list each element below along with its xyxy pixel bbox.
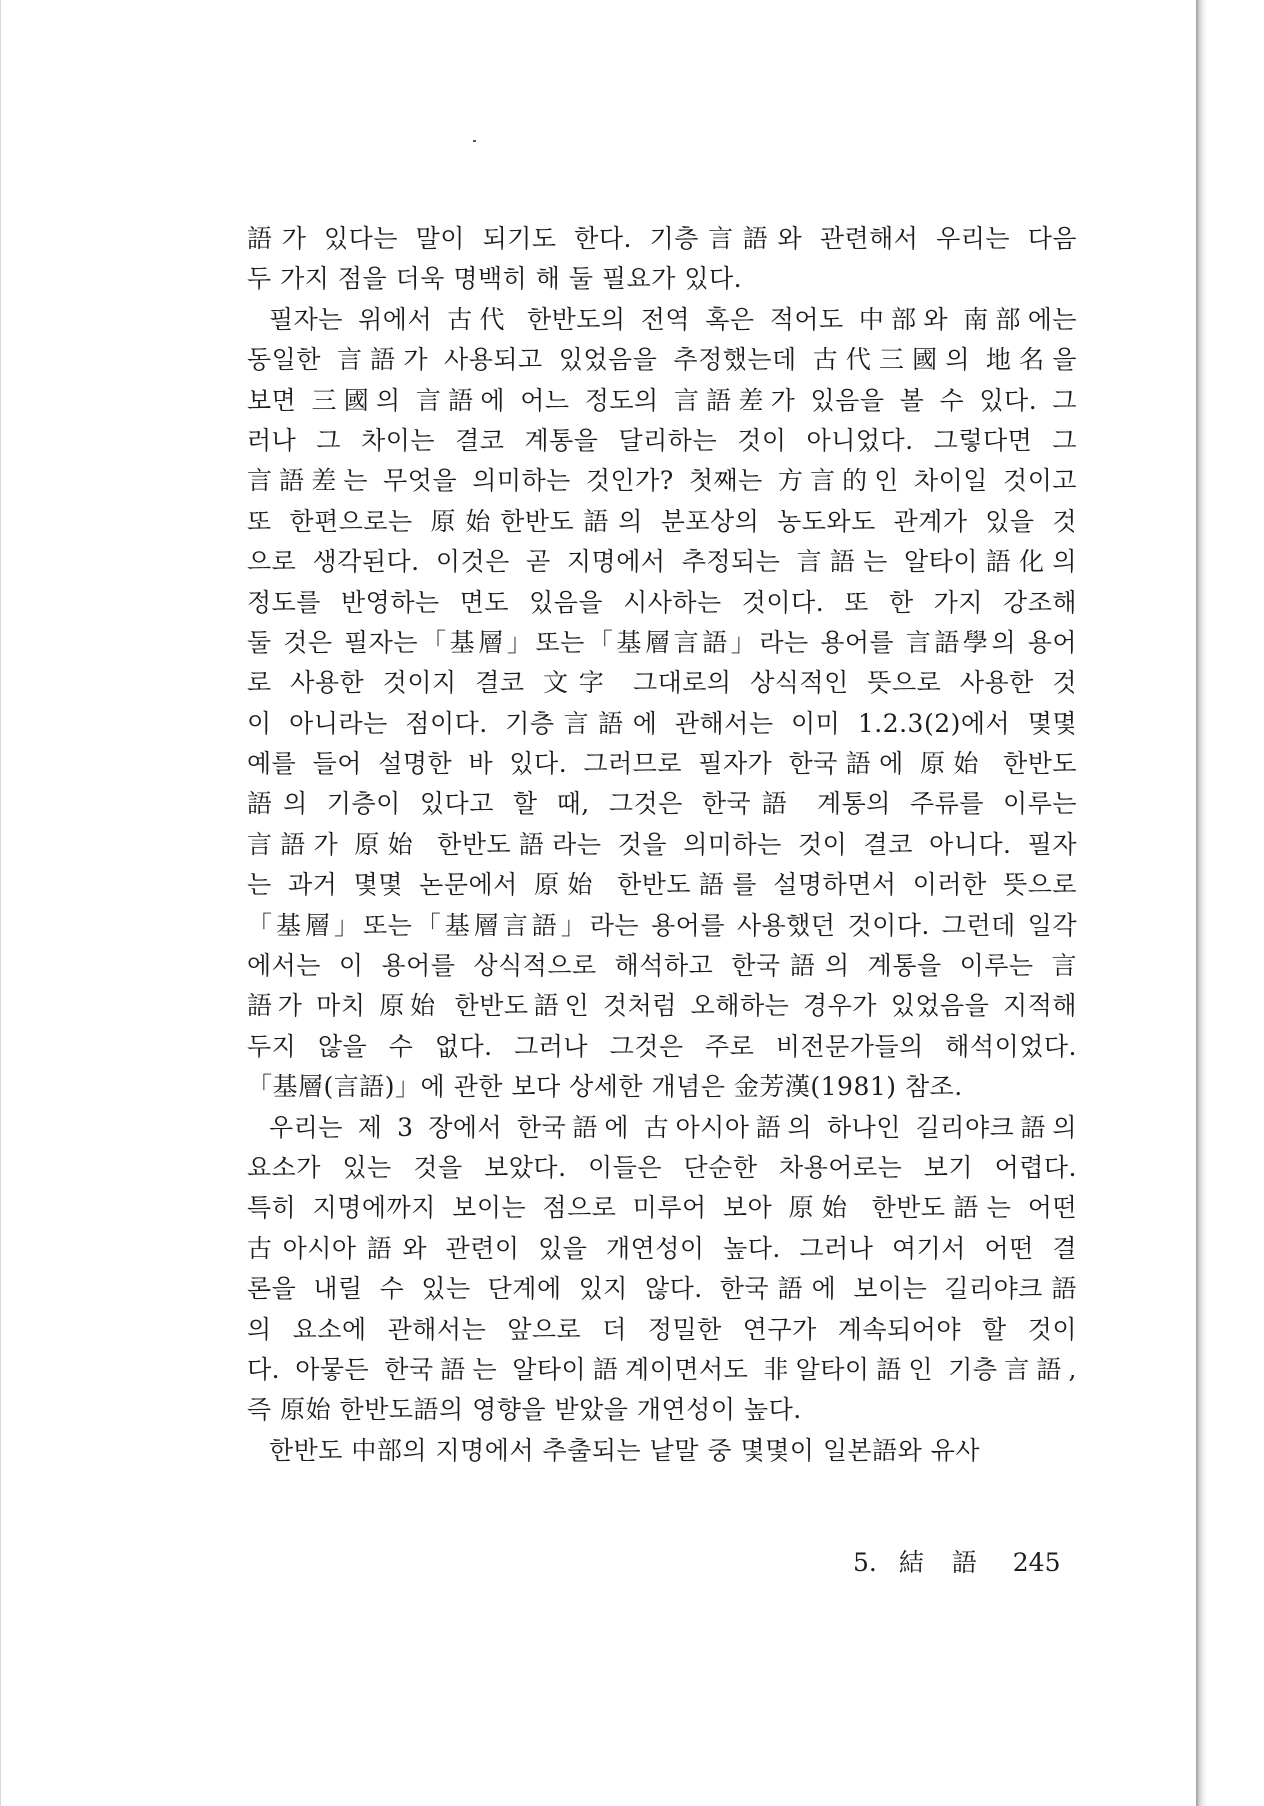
text-line: 둘 것은 필자는「基層」또는「基層言語」라는 용어를 言語學의 용어: [247, 627, 1077, 657]
text-line: 「基層(言語)」에 관한 보다 상세한 개념은 金芳漢(1981) 참조.: [247, 1072, 963, 1102]
text-line: 語가 마치 原始 한반도語인 것처럼 오해하는 경우가 있었음을 지적해: [247, 991, 1077, 1021]
text-line: 言語가 原始 한반도語라는 것을 의미하는 것이 결코 아니다. 필자: [247, 829, 1077, 859]
viewer-margin: [1208, 0, 1264, 1806]
text-line: 로 사용한 것이지 결코 文字 그대로의 상식적인 뜻으로 사용한 것: [247, 668, 1077, 698]
text-line: 에서는 이 용어를 상식적으로 해석하고 한국語의 계통을 이루는 言: [247, 951, 1077, 981]
text-line: 두 가지 점을 더욱 명백히 해 둘 필요가 있다.: [247, 264, 743, 294]
text-line: 古아시아語와 관련이 있을 개연성이 높다. 그러나 여기서 어떤 결: [247, 1233, 1077, 1263]
body-text: [247, 219, 1077, 1471]
footer-section-number: 5.: [853, 1548, 877, 1577]
text-line: 정도를 반영하는 면도 있음을 시사하는 것이다. 또 한 가지 강조해: [247, 587, 1077, 617]
text-line: 語가 있다는 말이 되기도 한다. 기층言語와 관련해서 우리는 다음: [247, 224, 1077, 253]
text-line: 두지 않을 수 없다. 그러나 그것은 주로 비전문가들의 해석이었다.: [247, 1031, 1077, 1061]
text-line: 우리는 제 3 장에서 한국語에 古아시아語의 하나인 길리야크語의: [269, 1112, 1077, 1142]
text-line: 「基層」또는「基層言語」라는 용어를 사용했던 것이다. 그런데 일각: [247, 910, 1077, 940]
text-line: 보면 三國의 言語에 어느 정도의 言語差가 있음을 볼 수 있다. 그: [247, 385, 1077, 415]
text-line: 동일한 言語가 사용되고 있었음을 추정했는데 古代三國의 地名을: [247, 345, 1077, 375]
text-line: 또 한편으로는 原始한반도語의 분포상의 농도와도 관계가 있을 것: [247, 506, 1077, 536]
page-edge-shadow: [1196, 0, 1208, 1806]
text-line: 요소가 있는 것을 보았다. 이들은 단순한 차용어로는 보기 어렵다.: [247, 1152, 1077, 1182]
text-line: 러나 그 차이는 결코 계통을 달리하는 것이 아니었다. 그렇다면 그: [247, 425, 1077, 455]
footer-chapter-title: 結語: [898, 1548, 1005, 1577]
text-line: 言語差는 무엇을 의미하는 것인가? 첫째는 方言的인 차이일 것이고: [247, 466, 1077, 496]
stray-ink-mark: [473, 140, 476, 142]
text-line: 특히 지명에까지 보이는 점으로 미루어 보아 原始 한반도語는 어떤: [247, 1193, 1077, 1223]
text-line: 의 요소에 관해서는 앞으로 더 정밀한 연구가 계속되어야 할 것이: [247, 1314, 1077, 1344]
page-footer: [853, 1546, 1061, 1580]
text-line: 는 과거 몇몇 논문에서 原始 한반도語를 설명하면서 이러한 뜻으로: [247, 870, 1077, 900]
text-line: 다. 아뭏든 한국語는 알타이語계이면서도 非알타이語인 기층言語,: [247, 1354, 1077, 1384]
page-number: 245: [1012, 1548, 1061, 1577]
text-line: 론을 내릴 수 있는 단계에 있지 않다. 한국語에 보이는 길리야크語: [247, 1274, 1077, 1304]
text-line: 예를 들어 설명한 바 있다. 그러므로 필자가 한국語에 原始 한반도: [247, 749, 1077, 779]
text-line: 語의 기층이 있다고 할 때, 그것은 한국語 계통의 주류를 이루는: [247, 789, 1077, 819]
text-line: 이 아니라는 점이다. 기층言語에 관해서는 이미 1.2.3(2)에서 몇몇: [247, 708, 1077, 738]
text-line: 한반도 中部의 지명에서 추출되는 낱말 중 몇몇이 일본語와 유사: [269, 1435, 981, 1465]
text-line: 필자는 위에서 古代 한반도의 전역 혹은 적어도 中部와 南部에는: [269, 304, 1077, 334]
text-line: 즉 原始 한반도語의 영향을 받았을 개연성이 높다.: [247, 1395, 802, 1425]
text-line: 으로 생각된다. 이것은 곧 지명에서 추정되는 言語는 알타이語化의: [247, 547, 1077, 577]
